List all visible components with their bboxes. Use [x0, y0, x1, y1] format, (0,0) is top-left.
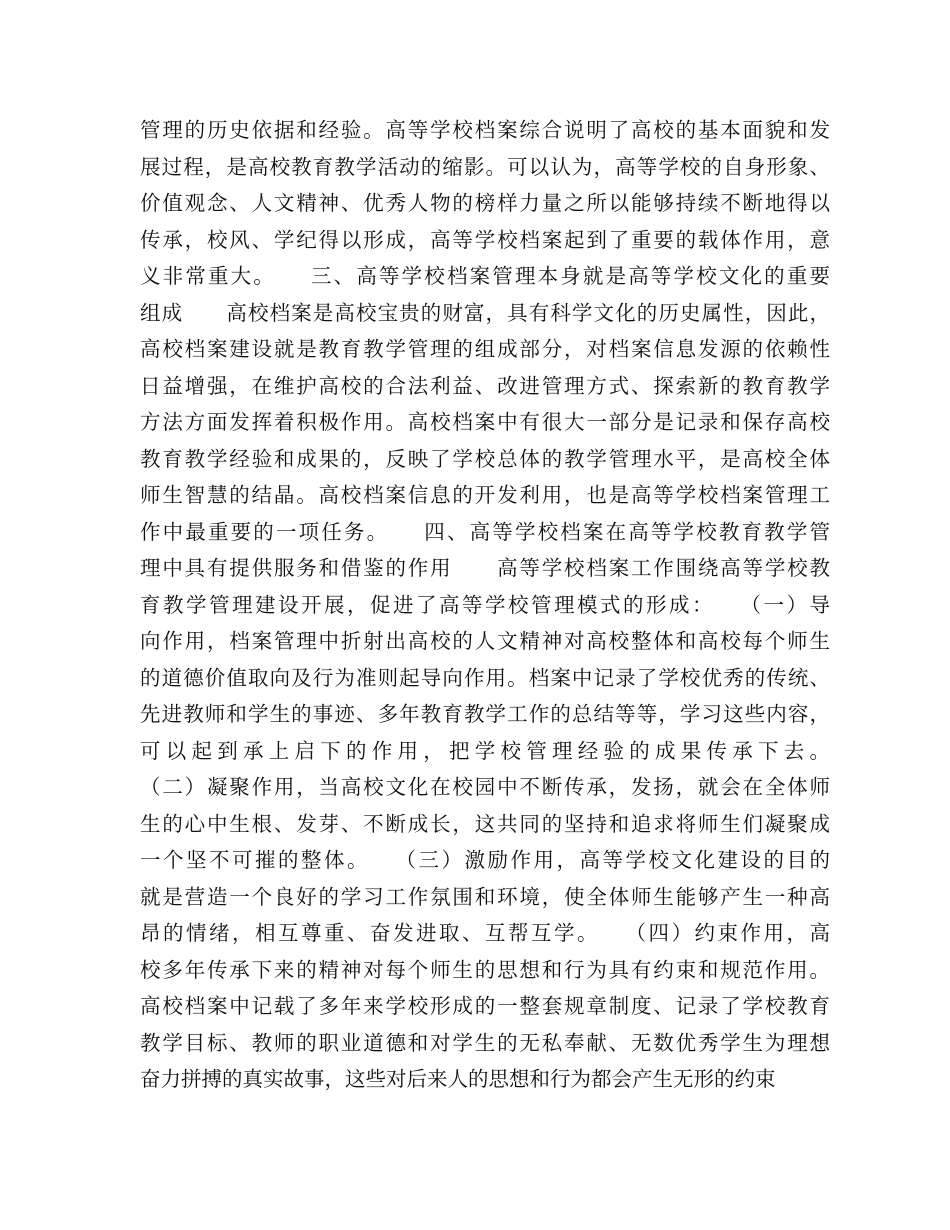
text-line: 教育教学经验和成果的，反映了学校总体的教学管理水平，是高校全体 [140, 446, 830, 471]
text-line: 生的心中生根、发芽、不断成长，这共同的坚持和追求将师生们凝聚成 [140, 811, 830, 836]
text-line: 高校档案建设就是教育教学管理的组成部分，对档案信息发源的依赖性 [140, 337, 830, 361]
text-line: 义非常重大。 三、高等学校档案管理本身就是高等学校文化的重要 [140, 264, 830, 288]
text-line: 一个坚不可摧的整体。 （三）激励作用，高等学校文化建设的目的 [140, 848, 830, 872]
text-line: 展过程，是高校教育教学活动的缩影。可以认为，高等学校的自身形象、 [140, 154, 830, 179]
text-line: 先进教师和学生的事迹、多年教育教学工作的总结等等，学习这些内容， [140, 702, 830, 726]
text-line: 就是营造一个良好的学习工作氛围和环境，使全体师生能够产生一种高 [140, 884, 830, 909]
text-line: 管理的历史依据和经验。高等学校档案综合说明了高校的基本面貌和发 [140, 118, 830, 142]
text-line: 理中具有提供服务和借鉴的作用 高等学校档案工作围绕高等学校教 [140, 556, 830, 580]
body-text [140, 112, 830, 1098]
text-line: 昂的情绪，相互尊重、奋发进取、互帮互学。 （四）约束作用，高 [140, 921, 830, 945]
text-line: 可以起到承上启下的作用，把学校管理经验的成果传承下去。 [140, 738, 830, 763]
text-line: 向作用，档案管理中折射出高校的人文精神对高校整体和高校每个师生 [140, 629, 830, 653]
text-line: 师生智慧的结晶。高校档案信息的开发利用，也是高等学校档案管理工 [140, 483, 830, 507]
text-line: 高校档案中记载了多年来学校形成的一整套规章制度、记录了学校教育 [140, 994, 830, 1018]
text-line: 日益增强，在维护高校的合法利益、改进管理方式、探索新的教育教学 [140, 373, 830, 398]
text-line: 作中最重要的一项任务。 四、高等学校档案在高等学校教育教学管 [140, 519, 830, 544]
text-line: 育教学管理建设开展，促进了高等学校管理模式的形成： （一）导 [140, 592, 830, 617]
text-line: （二）凝聚作用，当高校文化在校园中不断传承，发扬，就会在全体师 [140, 775, 830, 799]
text-line: 组成 高校档案是高校宝贵的财富，具有科学文化的历史属性，因此， [140, 300, 830, 325]
text-line: 的道德价值取向及行为准则起导向作用。档案中记录了学校优秀的传统、 [140, 665, 830, 690]
text-line: 校多年传承下来的精神对每个师生的思想和行为具有约束和规范作用。 [140, 957, 830, 982]
text-line: 奋力拼搏的真实故事，这些对后来人的思想和行为都会产生无形的约束 [140, 1067, 776, 1091]
text-line: 传承，校风、学纪得以形成，高等学校档案起到了重要的载体作用，意 [140, 227, 830, 252]
text-line: 教学目标、教师的职业道德和对学生的无私奉献、无数优秀学生为理想 [140, 1030, 830, 1055]
text-line: 方法方面发挥着积极作用。高校档案中有很大一部分是记录和保存高校 [140, 410, 830, 434]
text-line: 价值观念、人文精神、优秀人物的榜样力量之所以能够持续不断地得以 [140, 191, 830, 215]
